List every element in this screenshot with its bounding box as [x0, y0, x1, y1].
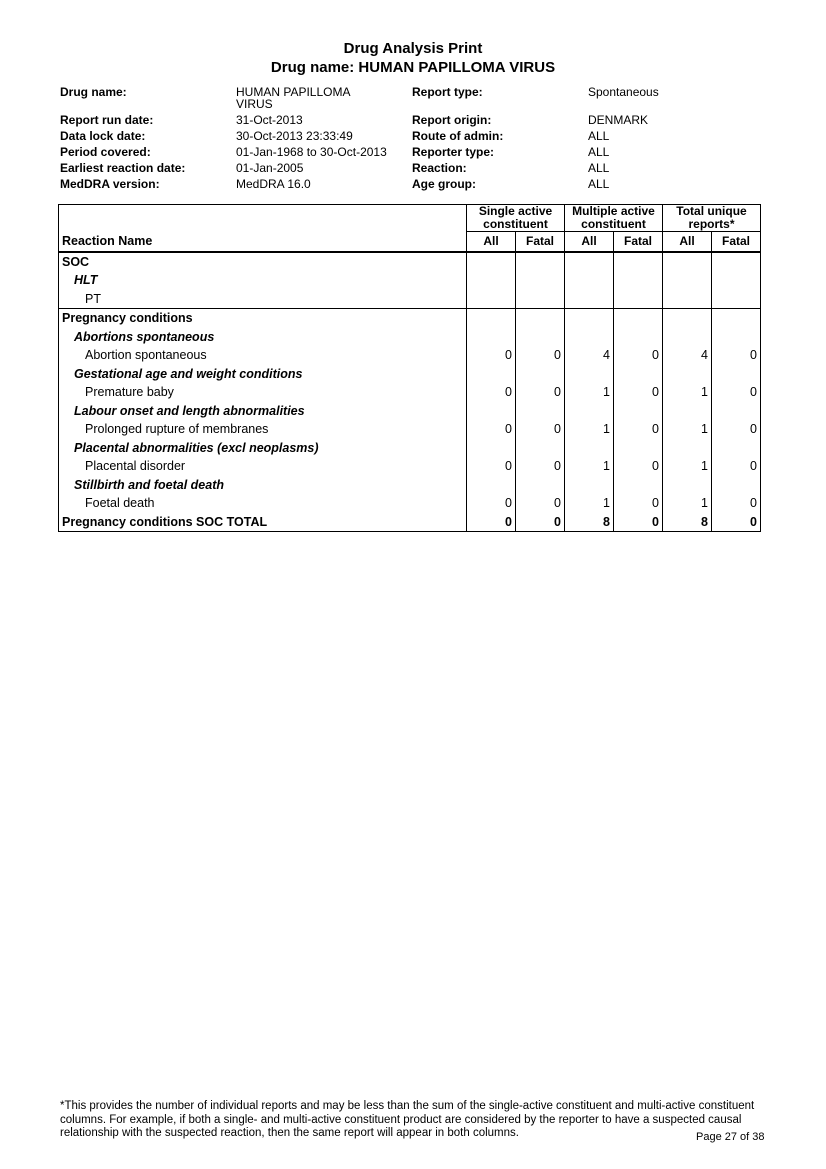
hlt-name: Abortions spontaneous: [59, 328, 467, 347]
legend-soc: SOC: [59, 252, 467, 272]
soc-name: Pregnancy conditions: [59, 309, 467, 328]
total-all-value: 4: [663, 346, 712, 365]
report-type-value: Spontaneous: [588, 85, 659, 99]
multiple-all-value: 1: [565, 457, 614, 476]
pt-row: [59, 457, 761, 476]
single-fatal-value: 0: [516, 383, 565, 402]
total-fatal-value: 0: [712, 457, 761, 476]
total-all-value: 1: [663, 457, 712, 476]
earliest-reaction-date-value: 01-Jan-2005: [236, 161, 304, 175]
col-all-header: All: [467, 232, 516, 252]
single-all-value: 0: [467, 383, 516, 402]
pt-row: [59, 420, 761, 439]
report-origin-label: Report origin:: [412, 113, 492, 127]
col-fatal-header: Fatal: [712, 232, 761, 252]
hlt-row: [59, 476, 761, 495]
pt-name: Prolonged rupture of membranes: [59, 420, 467, 439]
hlt-row: [59, 328, 761, 347]
single-fatal-value: 0: [516, 420, 565, 439]
multiple-all-value: 1: [565, 494, 614, 513]
age-group-label: Age group:: [412, 177, 476, 191]
multiple-active-header: Multiple active constituent: [565, 205, 663, 232]
total-fatal-value: 0: [712, 494, 761, 513]
col-all-header: All: [565, 232, 614, 252]
route-of-admin-value: ALL: [588, 129, 610, 143]
total-unique-fatal: 0: [712, 513, 761, 532]
col-fatal-header: Fatal: [614, 232, 663, 252]
meddra-version-label: MedDRA version:: [60, 177, 160, 191]
total-fatal-value: 0: [712, 383, 761, 402]
hlt-name: Gestational age and weight conditions: [59, 365, 467, 384]
age-group-value: ALL: [588, 177, 610, 191]
legend-row-hlt: [59, 271, 761, 290]
single-all-value: 0: [467, 346, 516, 365]
data-lock-date-value: 30-Oct-2013 23:33:49: [236, 129, 353, 143]
soc-total-row: [59, 513, 761, 532]
single-all-value: 0: [467, 457, 516, 476]
earliest-reaction-date-label: Earliest reaction date:: [60, 161, 186, 175]
report-run-date-value: 31-Oct-2013: [236, 113, 303, 127]
pt-name: Abortion spontaneous: [59, 346, 467, 365]
multiple-all-value: 1: [565, 383, 614, 402]
hlt-row: [59, 402, 761, 421]
page-number: Page 27 of 38: [696, 1131, 765, 1143]
drug-name-value-line1: HUMAN PAPILLOMA: [236, 85, 351, 99]
pt-row: [59, 346, 761, 365]
report-origin-value: DENMARK: [588, 113, 649, 127]
reporter-type-value: ALL: [588, 145, 610, 159]
total-all-value: 1: [663, 383, 712, 402]
pt-name: Placental disorder: [59, 457, 467, 476]
drug-name-label: Drug name:: [60, 85, 127, 99]
reaction-value: ALL: [588, 161, 610, 175]
table-group-header-row: [59, 205, 761, 232]
multiple-fatal-value: 0: [614, 420, 663, 439]
hlt-name: Labour onset and length abnormalities: [59, 402, 467, 421]
single-fatal-value: 0: [516, 457, 565, 476]
table-column-header-row: [59, 232, 761, 252]
col-fatal-header: Fatal: [516, 232, 565, 252]
drug-name-value-line2: VIRUS: [236, 97, 273, 111]
pt-name: Premature baby: [59, 383, 467, 402]
multiple-fatal-value: 0: [614, 346, 663, 365]
multiple-all-value: 4: [565, 346, 614, 365]
pt-row: [59, 494, 761, 513]
report-run-date-label: Report run date:: [60, 113, 154, 127]
hlt-row: [59, 365, 761, 384]
soc-total-label: Pregnancy conditions SOC TOTAL: [59, 513, 467, 532]
soc-row: [59, 309, 761, 328]
page-subtitle: Drug name: HUMAN PAPILLOMA VIRUS: [270, 59, 556, 76]
legend-row-soc: [59, 252, 761, 272]
hlt-row: [59, 439, 761, 458]
total-single-fatal: 0: [516, 513, 565, 532]
multiple-fatal-value: 0: [614, 383, 663, 402]
period-covered-value: 01-Jan-1968 to 30-Oct-2013: [236, 145, 387, 159]
single-active-header: Single active constituent: [467, 205, 565, 232]
pt-row: [59, 383, 761, 402]
total-single-all: 0: [467, 513, 516, 532]
period-covered-label: Period covered:: [60, 145, 151, 159]
total-multiple-fatal: 0: [614, 513, 663, 532]
route-of-admin-label: Route of admin:: [412, 129, 504, 143]
report-type-label: Report type:: [412, 85, 483, 99]
data-lock-date-label: Data lock date:: [60, 129, 146, 143]
total-all-value: 1: [663, 494, 712, 513]
reaction-name-header: Reaction Name: [59, 232, 467, 252]
total-all-value: 1: [663, 420, 712, 439]
hlt-name: Placental abnormalities (excl neoplasms): [59, 439, 467, 458]
total-multiple-all: 8: [565, 513, 614, 532]
legend-hlt: HLT: [59, 271, 467, 290]
reporter-type-label: Reporter type:: [412, 145, 495, 159]
multiple-fatal-value: 0: [614, 494, 663, 513]
col-all-header: All: [663, 232, 712, 252]
reaction-label: Reaction:: [412, 161, 467, 175]
meddra-version-value: MedDRA 16.0: [236, 177, 311, 191]
single-all-value: 0: [467, 494, 516, 513]
multiple-all-value: 1: [565, 420, 614, 439]
total-fatal-value: 0: [712, 346, 761, 365]
single-fatal-value: 0: [516, 494, 565, 513]
single-fatal-value: 0: [516, 346, 565, 365]
legend-pt: PT: [59, 290, 467, 309]
total-fatal-value: 0: [712, 420, 761, 439]
total-unique-all: 8: [663, 513, 712, 532]
multiple-fatal-value: 0: [614, 457, 663, 476]
single-all-value: 0: [467, 420, 516, 439]
hlt-name: Stillbirth and foetal death: [59, 476, 467, 495]
legend-row-pt: [59, 290, 761, 309]
pt-name: Foetal death: [59, 494, 467, 513]
total-unique-header: Total unique reports*: [663, 205, 761, 232]
footnote: *This provides the number of individual reports and may be less than the sum of the single-active constituent and multi-active constituent columns. For example, if both a single- and multi-active constituent product are considered by the reporter to have a suspected causal relationship with the suspected reaction, then the same report will appear in both columns.: [60, 1100, 755, 1139]
reaction-table: [58, 204, 761, 532]
page-title: Drug Analysis Print: [343, 40, 483, 57]
